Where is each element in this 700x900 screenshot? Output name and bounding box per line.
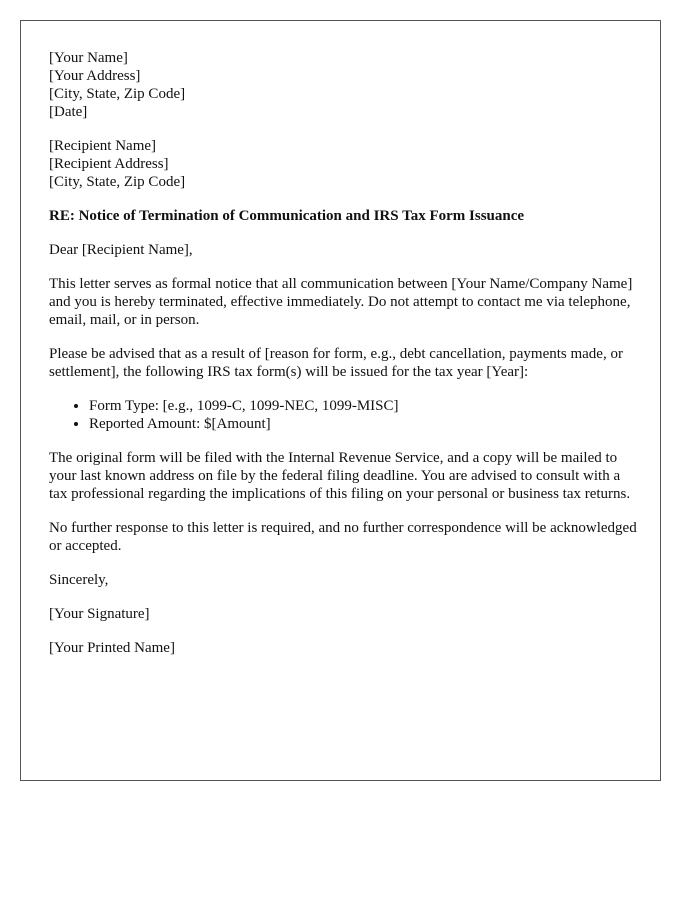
letter-body [49, 49, 639, 673]
recipient-name: [Recipient Name] [49, 138, 157, 154]
list-item-form-type: • Form Type: [e.g., 1099-C, 1099-NEC, 1099-MISC] [89, 397, 639, 415]
recipient-address: [Recipient Address] [49, 156, 169, 172]
printed-name: [Your Printed Name] [49, 640, 175, 656]
filing-paragraph: The original form will be filed with the Internal Revenue Service, and a copy will be mailed to your last known address on file by the federal filing deadline. You are advised to consult with a tax professional regarding the implications of this filing on your personal or business tax returns. [49, 450, 631, 502]
closing: Sincerely, [49, 572, 109, 588]
form-details-list [49, 397, 639, 433]
advisory-paragraph: Please be advised that as a result of [reason for form, e.g., debt cancellation, payments made, or settlement], the following IRS tax form(s) will be issued for the tax year [Year]: [49, 346, 623, 380]
recipient-block [49, 137, 639, 191]
sender-block [49, 49, 639, 121]
sender-city-state-zip: [City, State, Zip Code] [49, 86, 186, 102]
sender-name: [Your Name] [49, 50, 128, 66]
closing-note-paragraph: No further response to this letter is required, and no further correspondence will be acknowledged or accepted. [49, 520, 637, 554]
salutation: Dear [Recipient Name], [49, 242, 193, 258]
sender-address: [Your Address] [49, 68, 141, 84]
subject-line: RE: Notice of Termination of Communication and IRS Tax Form Issuance [49, 208, 525, 224]
signature-placeholder: [Your Signature] [49, 606, 150, 622]
recipient-city-state-zip: [City, State, Zip Code] [49, 174, 186, 190]
letter-date: [Date] [49, 104, 88, 120]
letter-page [20, 20, 661, 781]
termination-paragraph: This letter serves as formal notice that all communication between [Your Name/Company Name] and you is hereby terminated, effective immediately. Do not attempt to contact me via telephone, email, mail, or in person. [49, 276, 633, 328]
list-item-reported-amount: • Reported Amount: $[Amount] [89, 415, 639, 433]
